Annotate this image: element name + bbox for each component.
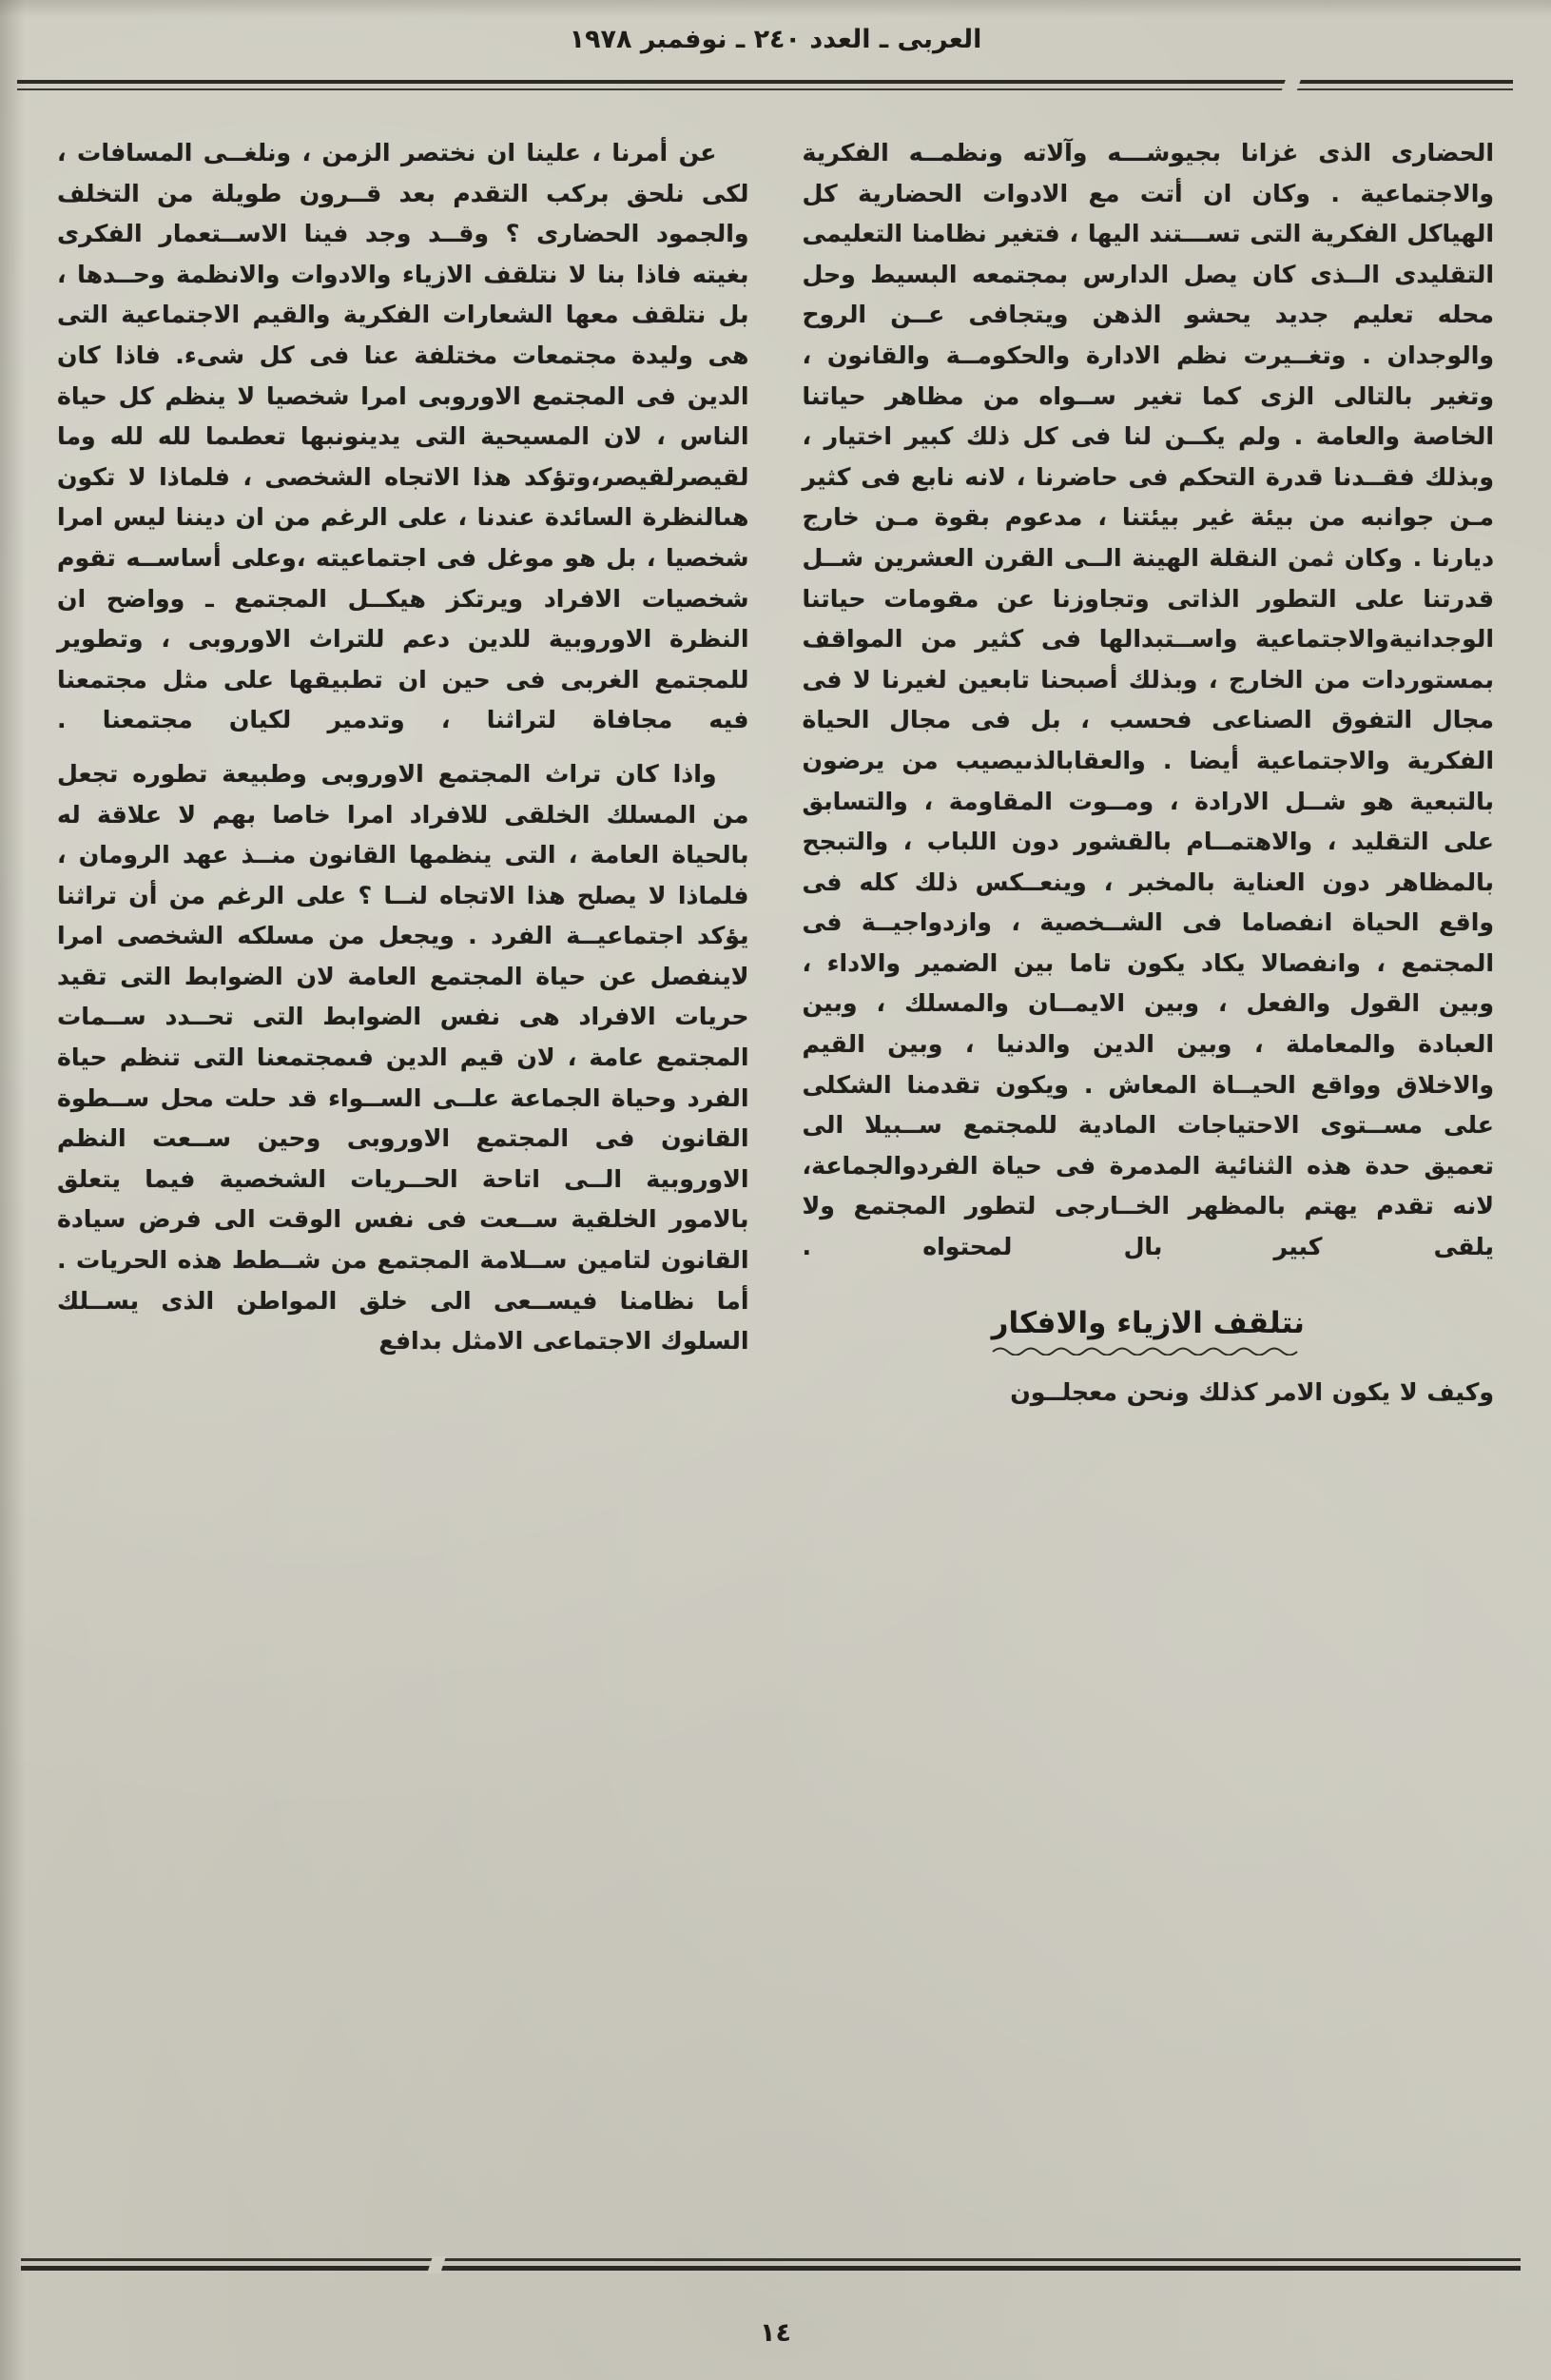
header-rule [17, 80, 1513, 93]
squiggle-underline-icon [991, 1344, 1305, 1356]
article-columns [57, 133, 1494, 2207]
page-masthead: العربى ـ العدد ٢٤٠ ـ نوفمبر ١٩٧٨ [569, 25, 982, 54]
paragraph: الحضارى الذى غزانا بجيوشـــه وآلاته ونظمــه الفكرية والاجتماعية . وكان ان أتت مع الادوات الحضارية كل الهياكل الفكرية التى تســـتند اليها ، فتغير نظامنا التعليمى التقليدى الــذى كان يصل الدارس بمجتمعه البسيط وحل محله تعليم جديد يحشو الذهن ويتجافى عــن الروح والوجدان . وتغــيرت نظم الادارة والحكومــة والقانون ، وتغير بالتالى الزى كما تغير ســواه من مظاهر حياتنا الخاصة والعامة . ولم يكــن لنا فى كل ذلك كبير اختيار ، وبذلك فقــدنا قدرة التحكم فى حاضرنا ، لانه نابع فى كثير مـن جوانبه من بيئة غير بيئتنا ، مدعوم بقوة مـن خارج ديارنا . وكان ثمن النقلة الهينة الــى القرن العشرين شــل قدرتنا على التطور الذاتى وتجاوزنا عن مقومات حياتنا الوجدانيةوالاجتماعية واســتبدالها فى كثير من المواقف بمستوردات من الخارج ، وبذلك أصبحنا تابعين لغيرنا لا فى مجال التفوق الصناعى فحسب ، بل فى مجال الحياة الفكرية والاجتماعية أيضا . والعقابالذىيصيب من يرضون بالتبعية هو شــل الارادة ، ومــوت المقاومة ، والتسابق على التقليد ، والاهتمــام بالقشور دون اللباب ، والتبجح بالمظاهر دون العناية بالمخبر ، وينعــكس ذلك كله فى واقع الحياة انفصاما فى الشــخصية ، وازدواجيــة فى المجتمع ، وانفصالا يكاد يكون تاما بين الضمير والاداء ، وبين القول والفعل ، وبين الايمــان والمسلك ، وبين العبادة والمعاملة ، وبين الدين والدنيا ، وبين القيم والاخلاق وواقع الحيــاة المعاش . ويكون تقدمنا الشكلى على مســتوى الاحتياجات المادية للمجتمع ســبيلا الى تعميق حدة هذه الثنائية المدمرة فى حياة الفردوالجماعة، لانه تقدم يهتم بالمظهر الخــارجى لتطور المجتمع ولا يلقى كبير بال لمحتواه . [802, 139, 1494, 1261]
section-subhead: نتلقف الازياء والافكار [991, 1305, 1305, 1340]
page-edge-shadow [0, 0, 25, 2380]
page-top-shadow [0, 0, 1551, 17]
paragraph: عن أمرنا ، علينا ان نختصر الزمن ، ونلغــى المسافات ، لكى نلحق بركب التقدم بعد قــرون طويلة من التخلف والجمود الحضارى ؟ وقــد وجد فينا الاســتعمار الفكرى بغيته فاذا بنا لا نتلقف الازياء والادوات والانظمة وحــدها ، بل نتلقف معها الشعارات الفكرية والقيم الاجتماعية التى هى وليدة مجتمعات مختلفة عنا فى كل شىء. فاذا كان الدين فى المجتمع الاوروبى امرا شخصيا لا ينظم كل حياة الناس ، لان المسيحية التى يدينونبها تعطىما لله لله وما لقيصرلقيصر،وتؤكد هذا الاتجاه الشخصى ، فلماذا لا تكون هىالنظرة السائدة عندنا ، على الرغم من ان ديننا ليس امرا شخصيا ، بل هو موغل فى اجتماعيته ،وعلى أساســه تقوم شخصيات الافراد ويرتكز هيكــل المجتمع ـ وواضح ان النظرة الاوروبية للدين دعم للتراث الاوروبى ، وتطوير للمجتمع الغربى فى حين ان تطبيقها على مثل مجتمعنا فيه مجافاة لتراثنا ، وتدمير لكيان مجتمعنا . [57, 139, 749, 734]
footer-rule-line-2 [21, 2266, 1521, 2271]
page-number: ١٤ [760, 2318, 791, 2348]
footer-rule [21, 2258, 1521, 2273]
paragraph-after-subhead: وكيف لا يكون الامر كذلك ونحن معجلــون [1010, 1377, 1494, 1406]
paragraph: واذا كان تراث المجتمع الاوروبى وطبيعة تطوره تجعل من المسلك الخلقى للافراد امرا خاصا بهم لا علاقة له بالحياة العامة ، التى ينظمها القانون منــذ عهد الرومان ، فلماذا لا يصلح هذا الاتجاه لنــا ؟ على الرغم من أن تراثنا يؤكد اجتماعيــة الفرد . ويجعل من مسلكه الشخصى امرا لاينفصل عن حياة المجتمع العامة لان الضوابط التى تقيد حريات الافراد هى نفس الضوابط التى تحــدد ســمات المجتمع عامة ، لان قيم الدين فىمجتمعنا التى تنظم حياة الفرد وحياة الجماعة علــى الســواء قد حلت محل ســطوة القانون فى المجتمع الاوروبى وحين ســعت النظم الاوروبية الــى اتاحة الحــريات الشخصية فيما يتعلق بالامور الخلقية ســعت فى نفس الوقت الى فرض سيادة القانون لتامين ســلامة المجتمع من شــطط هذه الحريات . أما نظامنا فيســعى الى خلق المواطن الذى يســلك السلوك الاجتماعى الامثل بدافع [57, 759, 749, 1356]
footer-rule-line-1 [21, 2258, 1521, 2261]
column-right [803, 133, 1495, 2207]
column-left [57, 133, 749, 2207]
